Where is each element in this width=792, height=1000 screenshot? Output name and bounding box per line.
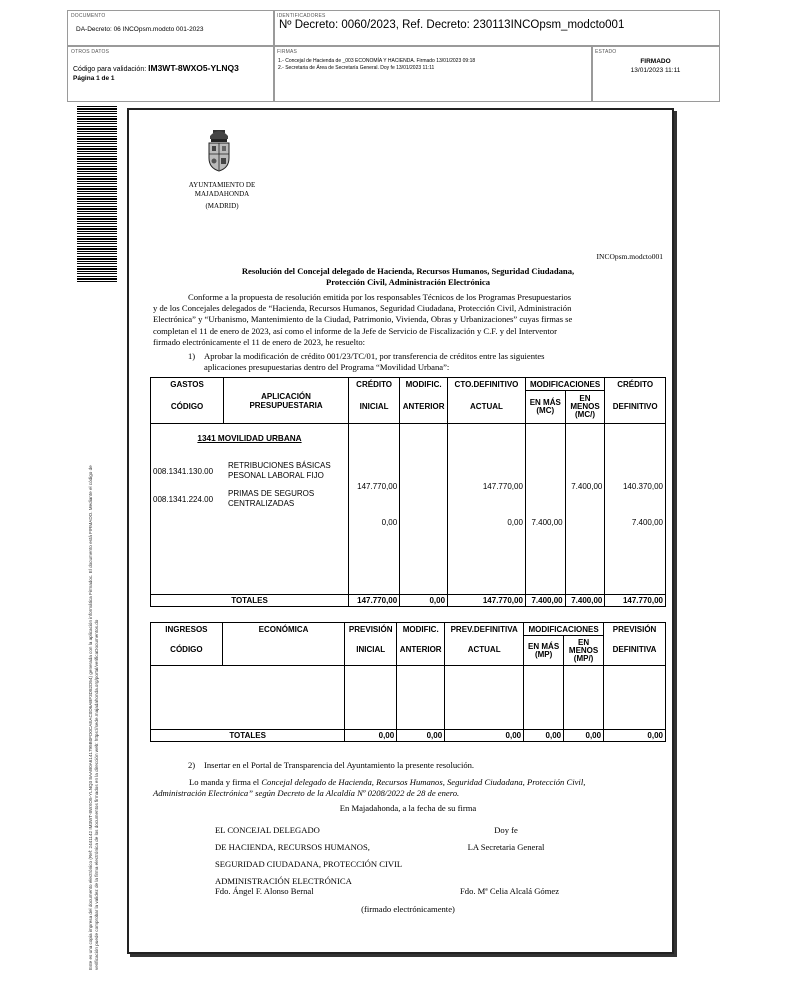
gastos-h-definitivo: DEFINITIVO [605,391,666,424]
gastos-h-aplicacion: APLICACIÓN PRESUPUESTARIA [224,378,349,424]
decreto-line: Nº Decreto: 0060/2023, Ref. Decreto: 230113INCOpsm_modcto001 [279,19,625,31]
gastos-tot-menos: 7.400,00 [565,595,605,607]
ingresos-h-economica: ECONÓMICA [222,623,344,636]
ingresos-h-ingresos: INGRESOS [151,623,223,636]
manda-paragraph [153,777,665,799]
gastos-h-actual: ACTUAL [448,391,526,424]
coat-of-arms-icon [205,128,233,177]
ingresos-table [150,622,666,742]
ingresos-h-modificaciones: MODIFICACIONES [524,623,604,636]
item2-text: Insertar en el Portal de Transparencia del Ayuntamiento la presente resolución. [204,760,475,770]
gastos-h-gastos: GASTOS [151,378,224,391]
header-otros-box [67,46,275,102]
header-documento-box [67,10,275,46]
gastos-totales-label: TOTALES [151,595,349,607]
fdo-right: Fdo. Mª Celia Alcalá Gómez [460,886,560,896]
gastos-row-2-actual: 0,00 [507,518,523,527]
item-1 [188,351,663,373]
doc-title [153,266,663,288]
ingresos-tot-definitivo: 0,00 [604,730,666,742]
sig-left-line2: DE HACIENDA, RECURSOS HUMANOS, [215,842,370,852]
gastos-h-modific: MODIFIC. [400,378,448,391]
gastos-body-left [151,424,349,595]
gastos-tot-actual: 147.770,00 [448,595,526,607]
item-2 [188,760,663,771]
item1-num: 1) [188,351,196,361]
p1-line4: completan el 11 de enero de 2023, así como el informe de la Jefe de Servicio de Fiscalización y C.F. y del Interventor [153,325,557,336]
gastos-h-credito2: CRÉDITO [605,378,666,391]
ayuntamiento-line2: MAJADAHONDA [194,190,250,198]
gastos-row-1-desc: RETRIBUCIONES BÁSICAS PESONAL LABORAL FIJO [228,461,331,480]
pagina: Página 1 de 1 [73,75,115,82]
header-estado-box [591,46,720,102]
gastos-row-1-anterior [402,482,445,492]
item1-line2: aplicaciones presupuestarias dentro del Programa “Movilidad Urbana”: [204,362,450,373]
ingresos-header-row-2 [151,636,666,666]
gastos-row-2-anterior [402,518,445,528]
ingresos-h-modific: MODIFIC. [397,623,445,636]
p1-line2: y de los Concejales delegados de “Hacienda, Recursos Humanos, Seguridad Ciudadana, Protección Civil, Administración [153,303,572,314]
gastos-col-menos [565,424,605,595]
codigo-validacion: Código para validación: IM3WT-8WXO5-YLNQ3 [73,63,239,73]
barcode [77,106,117,282]
gastos-row-2-desc: PRIMAS DE SEGUROS CENTRALIZADAS [228,489,315,508]
manda-line1: Lo manda y firma el Concejal delegado de Hacienda, Recursos Humanos, Seguridad Ciudadana, Protección Civil, [189,777,586,787]
doc-title-line1: Resolución del Concejal delegado de Hacienda, Recursos Humanos, Seguridad Ciudadana, [241,266,575,276]
doc-title-line2: Protección Civil, Administración Electrónica [325,277,491,288]
signature-left [215,822,465,890]
gastos-row-2-mas: 7.400,00 [531,518,563,527]
ingresos-h-prevision: PREVISIÓN [345,623,397,636]
ingresos-header-row-1 [151,623,666,636]
gastos-row-1-mas [528,482,563,492]
ingresos-h-enmenos: EN MENOS (MP/) [564,636,604,666]
ingresos-h-inicial: INICIAL [345,636,397,666]
gastos-table [150,377,666,607]
gastos-row-1-inicial: 147.770,00 [357,482,398,491]
firma-1: 1.- Concejal de Hacienda de _003 ECONOMÍA Y HACIENDA. Firmado 13/01/2023 09:18 [278,58,476,64]
sig-right-line2: LA Secretaria General [467,842,545,852]
estado-date: 13/01/2023 11:11 [630,67,681,74]
ingresos-h-blank [222,636,344,666]
program-title: 1341 MOVILIDAD URBANA [197,434,302,443]
gastos-row-1-left [151,461,348,481]
gastos-h-inicial: INICIAL [349,391,400,424]
gastos-h-ctodef: CTO.DEFINITIVO [448,378,526,391]
p1-line1: Conforme a la propuesta de resolución emitida por los responsables Técnicos de los Programas Presupuestarios [188,292,572,302]
p1-line3: Electrónica” y “Urbanismo, Mantenimiento de la Ciudad, Patrimonio, Vivienda, Obras y Urbanizaciones” cuyas firmas se [153,314,573,325]
ingresos-tot-anterior: 0,00 [397,730,445,742]
ingresos-h-enmas: EN MÁS (MP) [524,636,564,666]
gastos-totales-row [151,595,666,607]
doc-ref: INCOpsm.modcto001 [596,252,663,261]
documento-label: DOCUMENTO [71,13,106,19]
gastos-row-2-inicial: 0,00 [381,518,398,527]
gastos-row-1-menos: 7.400,00 [571,482,603,491]
gastos-row-1-codigo: 008.1341.130.00 [153,467,214,476]
header-firmas-box [273,46,593,102]
gastos-tot-inicial: 147.770,00 [349,595,400,607]
ingresos-h-prevision2: PREVISIÓN [604,623,666,636]
estado-label: ESTADO [595,49,617,55]
sig-right-line1: Doy fe [494,825,518,835]
item2-num: 2) [188,760,196,770]
gastos-col-definitivo [605,424,666,595]
gastos-row-2-menos [568,518,603,528]
gastos-col-anterior [400,424,448,595]
gastos-h-credito: CRÉDITO [349,378,400,391]
ingresos-tot-inicial: 0,00 [345,730,397,742]
gastos-header-row-1 [151,378,666,391]
gastos-row-2-codigo: 008.1341.224.00 [153,495,214,504]
gastos-tot-mas: 7.400,00 [525,595,565,607]
otros-label: OTROS DATOS [71,49,110,55]
sig-left-line3: SEGURIDAD CIUDADANA, PROTECCIÓN CIVIL [215,859,403,869]
gastos-row-1-definitivo: 140.370,00 [622,482,663,491]
ingresos-totales-label: TOTALES [151,730,345,742]
gastos-tot-definitivo: 147.770,00 [605,595,666,607]
side-text-line-1: Este es una copia impresa del documento electrónico (Ref: 2441142 IM3WT-8WXO5-YLNQ3 8AAB0A6141795B0FD0CAEAC0D6ABF3D82D54) generada con la aplicación informática Firmadoc. El documento está FIRMADO. Mediante el código de [88,465,93,970]
gastos-h-enmenos: EN MENOS (MC/) [565,391,605,424]
sig-left-line4: ADMINISTRACIÓN ELECTRÓNICA [215,876,352,886]
estado-value: FIRMADO [640,58,671,65]
manda-line2: Administración Electrónica” según Decreto de la Alcaldía Nº 0208/2022 de 28 de enero. [153,788,460,799]
ingresos-h-anterior: ANTERIOR [397,636,445,666]
header-identificadores-box [273,10,720,46]
gastos-h-enmas: EN MÁS (MC) [525,391,565,424]
ingresos-body-row [151,666,666,730]
firmas-label: FIRMAS [277,49,298,55]
ayuntamiento-line1: AYUNTAMIENTO DE [188,181,256,189]
documento-value: DA-Decreto: 06 INCOpsm.modcto 001-2023 [76,26,204,33]
gastos-h-codigo: CÓDIGO [151,391,224,424]
gastos-tot-anterior: 0,00 [400,595,448,607]
item1-line1: Aprobar la modificación de crédito 001/23/TC/01, por transferencia de créditos entre las siguientes [204,351,545,361]
gastos-row-1-actual: 147.770,00 [482,482,523,491]
identificadores-label: IDENTIFICADORES [277,13,326,19]
ingresos-h-actual: ACTUAL [445,636,524,666]
fdo-left: Fdo. Ángel F. Alonso Bernal [215,886,314,896]
ingresos-tot-menos: 0,00 [564,730,604,742]
gastos-row-2-left [151,489,348,509]
firmado-electronicamente: (firmado electrónicamente) [361,904,455,914]
codigo-value: IM3WT-8WXO5-YLNQ3 [148,63,239,73]
paragraph-1 [153,292,663,348]
lugar-fecha: En Majadahonda, a la fecha de su firma [339,803,477,813]
gastos-col-mas [525,424,565,595]
ingresos-totales-row [151,730,666,742]
gastos-col-inicial [349,424,400,595]
gastos-col-actual [448,424,526,595]
ayuntamiento-line3: (MADRID) [205,202,239,210]
gastos-body-row [151,424,666,595]
ingresos-h-prevdef: PREV.DEFINITIVA [445,623,524,636]
gastos-h-modificaciones: MODIFICACIONES [525,378,604,391]
side-text-line-2: verificación puede comprobar la validez de la firma electrónica de los documentos firmados en la dirección web: https://sede.majadahonda.org/portal/verificaDocumentos.do [94,619,99,970]
p1-line5: firmado electrónicamente el 11 de enero de 2023, he resuelto: [153,336,366,347]
gastos-h-anterior: ANTERIOR [400,391,448,424]
ayuntamiento-block [170,181,274,211]
ingresos-h-definitiva: DEFINITIVA [604,636,666,666]
ingresos-tot-actual: 0,00 [445,730,524,742]
ingresos-tot-mas: 0,00 [524,730,564,742]
firma-2: 2.- Secretaria de Área de Secretaría General. Doy fe 13/01/2023 11:11 [278,65,435,71]
signature-right [458,822,554,856]
gastos-row-2-definitivo: 7.400,00 [631,518,663,527]
ingresos-h-codigo: CÓDIGO [151,636,223,666]
firmas-list [278,58,475,72]
side-verification-text [88,300,100,970]
sig-left-line1: EL CONCEJAL DELEGADO [215,825,320,835]
